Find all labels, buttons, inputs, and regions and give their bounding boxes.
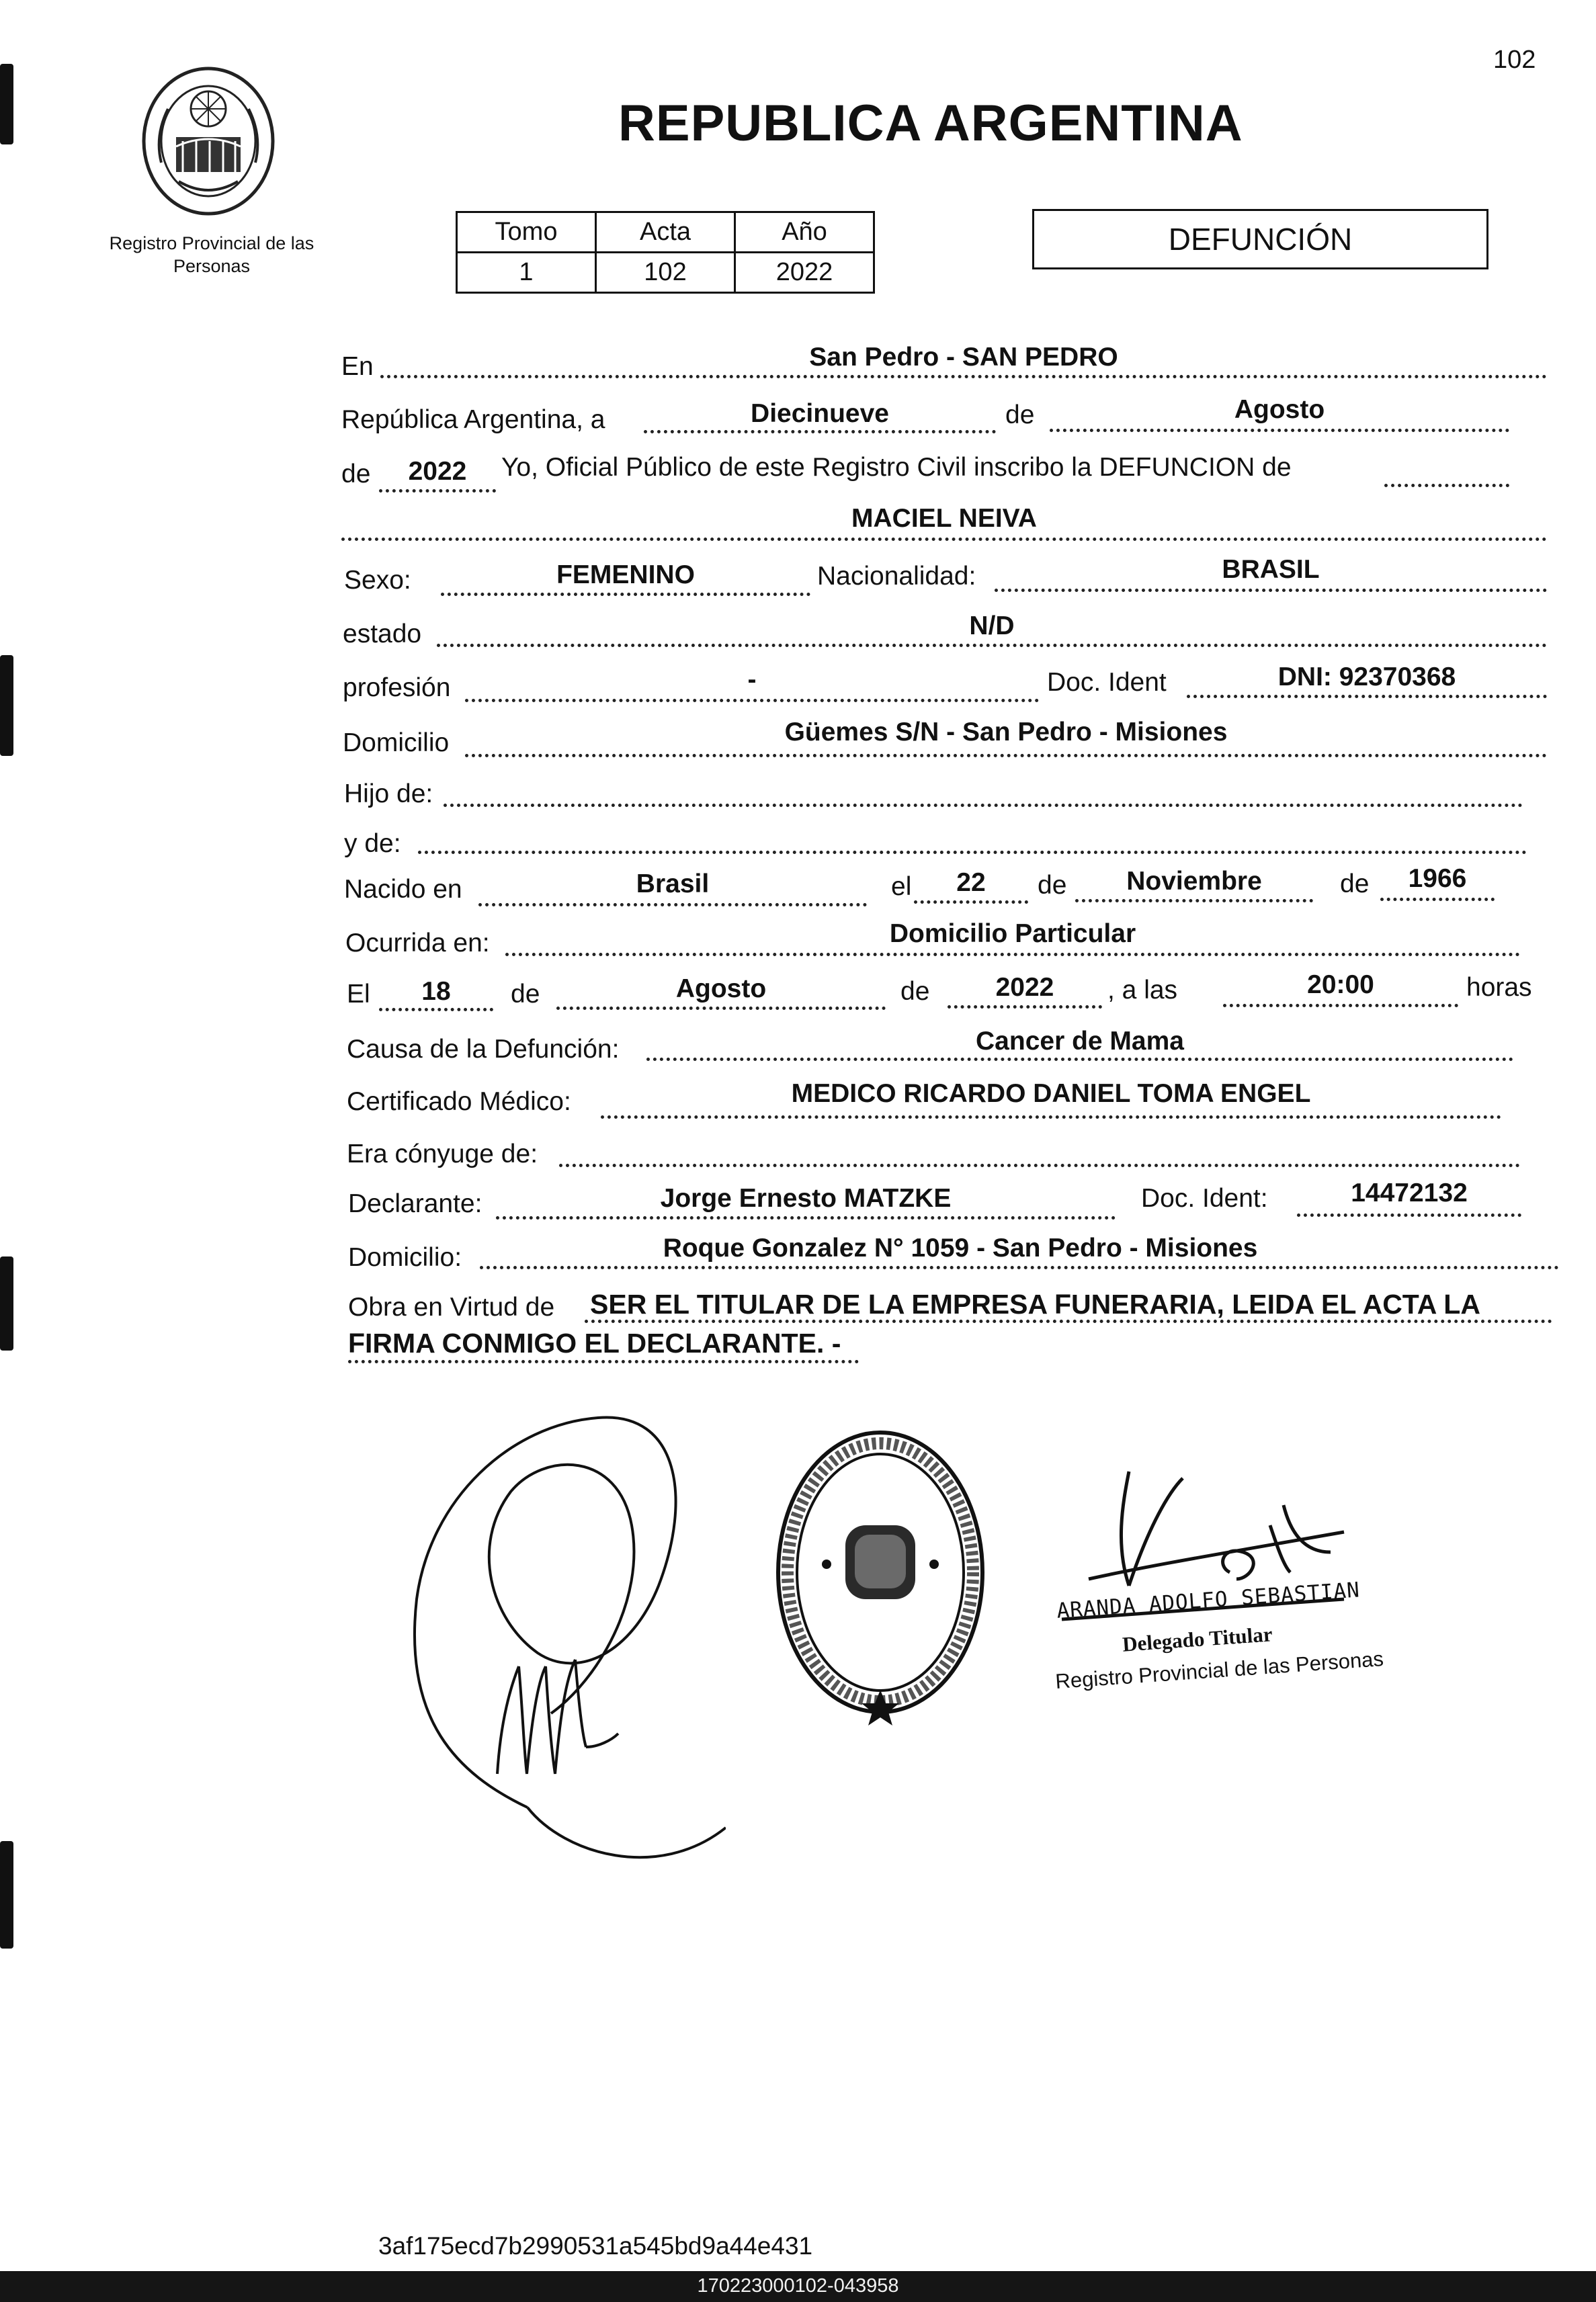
en-label: En xyxy=(341,352,374,381)
decl-doc-value: 14472132 xyxy=(1351,1179,1468,1207)
officer-office: Registro Provincial de las Personas xyxy=(1054,1646,1384,1694)
dotted-line xyxy=(948,1005,1102,1009)
dotted-line xyxy=(480,1266,1559,1269)
scan-edge-mark xyxy=(0,64,13,144)
month-value: Agosto xyxy=(1234,395,1325,424)
dotted-line xyxy=(478,903,867,906)
scan-edge-mark xyxy=(0,1256,13,1351)
dotted-line xyxy=(556,1007,886,1010)
obra-line-2: FIRMA CONMIGO EL DECLARANTE. - xyxy=(348,1328,841,1359)
doc-ident-label: Doc. Ident xyxy=(1047,668,1167,697)
dotted-line xyxy=(379,1008,493,1011)
dotted-line xyxy=(646,1058,1513,1061)
dotted-line xyxy=(1050,429,1509,432)
deceased-name-value: MACIEL NEIVA xyxy=(851,504,1037,533)
officer-role: Delegado Titular xyxy=(1122,1622,1273,1656)
de-label: de xyxy=(1005,400,1035,429)
nacido-en-value: Brasil xyxy=(636,869,710,898)
nacionalidad-label: Nacionalidad: xyxy=(817,562,976,591)
profesion-label: profesión xyxy=(343,673,451,702)
dotted-line xyxy=(1297,1213,1521,1217)
ocurrida-label: Ocurrida en: xyxy=(345,929,490,957)
death-month-value: Agosto xyxy=(675,974,767,1003)
ocurrida-value: Domicilio Particular xyxy=(889,919,1136,948)
nacido-label: Nacido en xyxy=(344,875,462,904)
estado-value: N/D xyxy=(969,611,1015,640)
table-header-cell: Acta xyxy=(596,212,735,253)
death-day-value: 18 xyxy=(421,977,451,1006)
dotted-line xyxy=(380,375,1547,378)
footer-id: 170223000102-043958 xyxy=(697,2275,899,2297)
de-label: de xyxy=(511,980,540,1009)
table-cell: 2022 xyxy=(735,253,874,293)
dotted-line xyxy=(1384,484,1509,487)
official-stamp xyxy=(766,1424,995,1734)
dotted-line xyxy=(437,644,1547,647)
provincial-seal xyxy=(134,62,282,223)
table-header-cell: Año xyxy=(735,212,874,253)
decl-domicilio-value: Roque Gonzalez N° 1059 - San Pedro - Misiones xyxy=(663,1234,1258,1263)
profesion-value: - xyxy=(747,665,757,694)
declarante-value: Jorge Ernesto MATZKE xyxy=(660,1184,952,1213)
record-type-box: DEFUNCIÓN xyxy=(1032,209,1488,269)
domicilio-value: Güemes S/N - San Pedro - Misiones xyxy=(784,718,1228,747)
death-time-value: 20:00 xyxy=(1307,970,1374,999)
dotted-line xyxy=(559,1164,1520,1167)
page-number: 102 xyxy=(1493,46,1536,74)
causa-label: Causa de la Defunción: xyxy=(347,1035,620,1064)
certificado-value: MEDICO RICARDO DANIEL TOMA ENGEL xyxy=(791,1079,1311,1108)
birth-month-value: Noviembre xyxy=(1126,867,1262,896)
causa-value: Cancer de Mama xyxy=(976,1027,1184,1056)
table-row xyxy=(457,253,874,293)
sexo-value: FEMENINO xyxy=(556,560,695,589)
conyuge-label: Era cónyuge de: xyxy=(347,1140,538,1168)
dotted-line xyxy=(914,900,1028,904)
decl-doc-label: Doc. Ident: xyxy=(1141,1184,1268,1213)
dotted-line xyxy=(444,804,1523,807)
dotted-line xyxy=(465,754,1547,757)
dotted-line xyxy=(1075,899,1313,902)
table-cell: 1 xyxy=(457,253,596,293)
dotted-line xyxy=(505,953,1520,956)
el-label: el xyxy=(891,872,912,901)
record-table xyxy=(456,211,875,294)
decl-domicilio-label: Domicilio: xyxy=(348,1243,462,1272)
de-label: de xyxy=(1340,869,1370,898)
obra-label: Obra en Virtud de xyxy=(348,1293,555,1322)
de-label: de xyxy=(1038,871,1067,900)
day-words-value: Diecinueve xyxy=(751,399,889,428)
document-hash: 3af175ecd7b2990531a545bd9a44e431 xyxy=(378,2232,813,2260)
table-header-cell: Tomo xyxy=(457,212,596,253)
a-las-label: , a las xyxy=(1107,976,1178,1005)
declarante-label: Declarante: xyxy=(348,1189,482,1218)
dotted-line xyxy=(496,1216,1116,1220)
scan-edge-mark xyxy=(0,1841,13,1949)
officer-name: ARANDA ADOLFO SEBASTIAN xyxy=(1056,1578,1361,1623)
table-header-row xyxy=(457,212,874,253)
place-value: San Pedro - SAN PEDRO xyxy=(809,343,1118,372)
dotted-line xyxy=(644,430,996,433)
dotted-line xyxy=(379,489,496,493)
dotted-line xyxy=(601,1115,1501,1119)
birth-year-value: 1966 xyxy=(1408,864,1467,893)
horas-label: horas xyxy=(1466,973,1532,1002)
dotted-line xyxy=(1187,695,1547,698)
dotted-line xyxy=(1380,898,1495,901)
republica-label: República Argentina, a xyxy=(341,405,605,434)
dotted-line xyxy=(465,699,1039,702)
page-title: REPUBLICA ARGENTINA xyxy=(618,95,1243,152)
hijo-label: Hijo de: xyxy=(344,779,433,808)
death-el-label: El xyxy=(347,980,370,1009)
de-label: de xyxy=(341,460,371,488)
birth-day-value: 22 xyxy=(956,868,986,897)
sexo-label: Sexo: xyxy=(344,566,411,595)
dotted-line xyxy=(1223,1004,1458,1007)
dotted-line xyxy=(348,1360,859,1363)
seal-caption: Registro Provincial de las Personas xyxy=(109,233,314,276)
dotted-line xyxy=(995,589,1547,592)
obra-line-1: SER EL TITULAR DE LA EMPRESA FUNERARIA, LEIDA EL ACTA LA xyxy=(590,1289,1480,1320)
declarant-signature xyxy=(376,1398,726,1908)
table-cell: 102 xyxy=(596,253,735,293)
de-label: de xyxy=(900,977,930,1006)
oficial-text: Yo, Oficial Público de este Registro Civil inscribo la DEFUNCION de xyxy=(501,453,1292,482)
nacionalidad-value: BRASIL xyxy=(1222,555,1320,584)
certificado-label: Certificado Médico: xyxy=(347,1087,571,1116)
dotted-line xyxy=(341,538,1547,541)
estado-label: estado xyxy=(343,620,422,648)
dotted-line xyxy=(441,593,810,596)
yde-label: y de: xyxy=(344,829,401,858)
doc-ident-value: DNI: 92370368 xyxy=(1277,663,1456,691)
death-year-value: 2022 xyxy=(995,973,1054,1002)
scan-edge-mark xyxy=(0,655,13,756)
dotted-line xyxy=(418,851,1527,854)
dotted-line xyxy=(585,1320,1552,1323)
year-value: 2022 xyxy=(408,457,467,486)
domicilio-label: Domicilio xyxy=(343,728,450,757)
